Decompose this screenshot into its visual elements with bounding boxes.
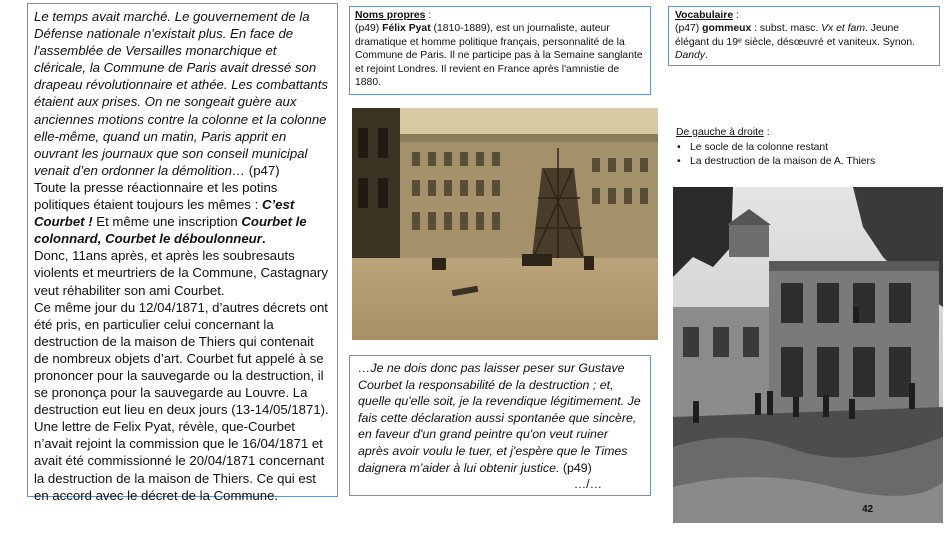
press-text-mid: Et même une inscription: [92, 214, 242, 230]
proper-names-heading: Noms propres: [355, 10, 426, 21]
proper-name-description: (1810-1889), est un journaliste, auteur dramatique et homme politique français, personnalité de la Commune de Paris. Il ne participe pas à la Semaine sanglante et rejoint Londres. Il revient en France après l'amnistie de 1880.: [355, 23, 643, 89]
caption-colon: :: [763, 127, 770, 138]
vocabulary-abbrev: Vx et fam: [821, 23, 865, 35]
vocabulary-def-end: .: [705, 50, 708, 62]
press-text-end: .: [261, 231, 266, 247]
vocabulary-def-start: : subst. masc.: [751, 23, 822, 35]
pyat-letter-paragraph: Une lettre de Felix Pyat, révèle, que-Courbet n’avait rejoint la commission que le 16/04/1871 et avait été commissionné le 20/04/1871 concernant la destruction de la maison de Thiers. Ce qui est en accord avec le décret de la Commune.: [34, 419, 325, 503]
main-text-box: [27, 3, 338, 503]
vendome-photo-drawing: [352, 108, 658, 340]
courbet-quote-box: [349, 355, 651, 496]
proper-names-ref: (p49): [355, 23, 383, 35]
caption-item: • Le socle de la colonne restant: [676, 141, 942, 155]
vocabulary-ref: (p47): [675, 23, 703, 35]
proper-name: Félix Pyat: [382, 23, 431, 35]
photo-caption: [676, 126, 942, 169]
press-quote: C’est Courbet !: [34, 197, 295, 230]
page-number: 42: [862, 504, 874, 515]
rehabilitation-paragraph: Donc, 11ans après, et après les soubresauts violents et meurtriers de la Commune, Castagnary veut réhabiliter son ami Courbet.: [34, 248, 328, 298]
caption-list: [676, 141, 942, 169]
proper-names-entry: [355, 22, 645, 89]
quote-ellipsis: …/…: [573, 477, 602, 492]
courbet-quote-text: …Je ne dois donc pas laisser peser sur Gustave Courbet la responsabilité de la destruction ; et, quelle qu'elle soit, je la revendique légitimement. Je fais cette déclaration aussi spontanée que sincère, en faveur d'un grand peintre qu'on veut ruiner après avoir voulu le tuer, et j'espère que le Times daignera m'aider à lui obtenir justice.: [358, 361, 641, 475]
caption-heading: De gauche à droite: [676, 127, 764, 138]
proper-names-colon: :: [425, 10, 432, 21]
intro-quote-ref: (p47): [245, 162, 280, 178]
vocabulary-colon: :: [733, 10, 739, 21]
vocabulary-heading: Vocabulaire: [675, 10, 734, 21]
courbet-quote-ref: (p49): [559, 460, 592, 475]
vocabulary-entry: [675, 22, 933, 62]
vocabulary-box: [668, 6, 940, 66]
vendome-column-base-photo: [352, 108, 658, 340]
press-paragraph: [34, 179, 331, 247]
vocabulary-word: gommeux: [702, 23, 752, 35]
press-inscription: Courbet le colonnard, Courbet le déboulonneur: [34, 214, 307, 247]
vocabulary-def-mid: . Jeune élégant du 19ᵉ siècle, désœuvré et vaniteux. Synon.: [675, 23, 916, 48]
press-text-start: Toute la presse réactionnaire et les potins politiques étaient toujours les mêmes :: [34, 179, 278, 213]
vocabulary-synonym: Dandy: [675, 50, 706, 62]
intro-quote: [34, 8, 331, 179]
intro-quote-text: Le temps avait marché. Le gouvernement de la Défense nationale n'existait plus. En face de l'assemblée de Versailles monarchique et cléricale, la Commune de Paris avait dressé son drapeau révolutionnaire et athée. Les combattants étaient aux prises. On ne songeait guère aux anciennes motions contre la colonne et la colonne elle-même, quand un matin, Paris apprit en ouvrant les journaux que son conseil municipal venait d’en ordonner la démolition…: [34, 9, 328, 178]
courbet-quote: [358, 360, 642, 476]
proper-names-box: [349, 6, 651, 95]
thiers-house-destruction-photo: [673, 187, 943, 523]
thiers-paragraph: Ce même jour du 12/04/1871, d’autres décrets ont été pris, en particulier celui concernant la destruction de la maison de Thiers qui contenait de nombreux objets d’art. Courbet fut appelé à se prononcer pour la sauvegarde ou la destruction, il se prononça pour la sauvegarde au Louvre. La destruction eut lieu en deux jours (13-14/05/1871).: [34, 299, 329, 418]
caption-item: • La destruction de la maison de A. Thiers: [676, 155, 942, 169]
thiers-photo-drawing: [673, 187, 943, 523]
